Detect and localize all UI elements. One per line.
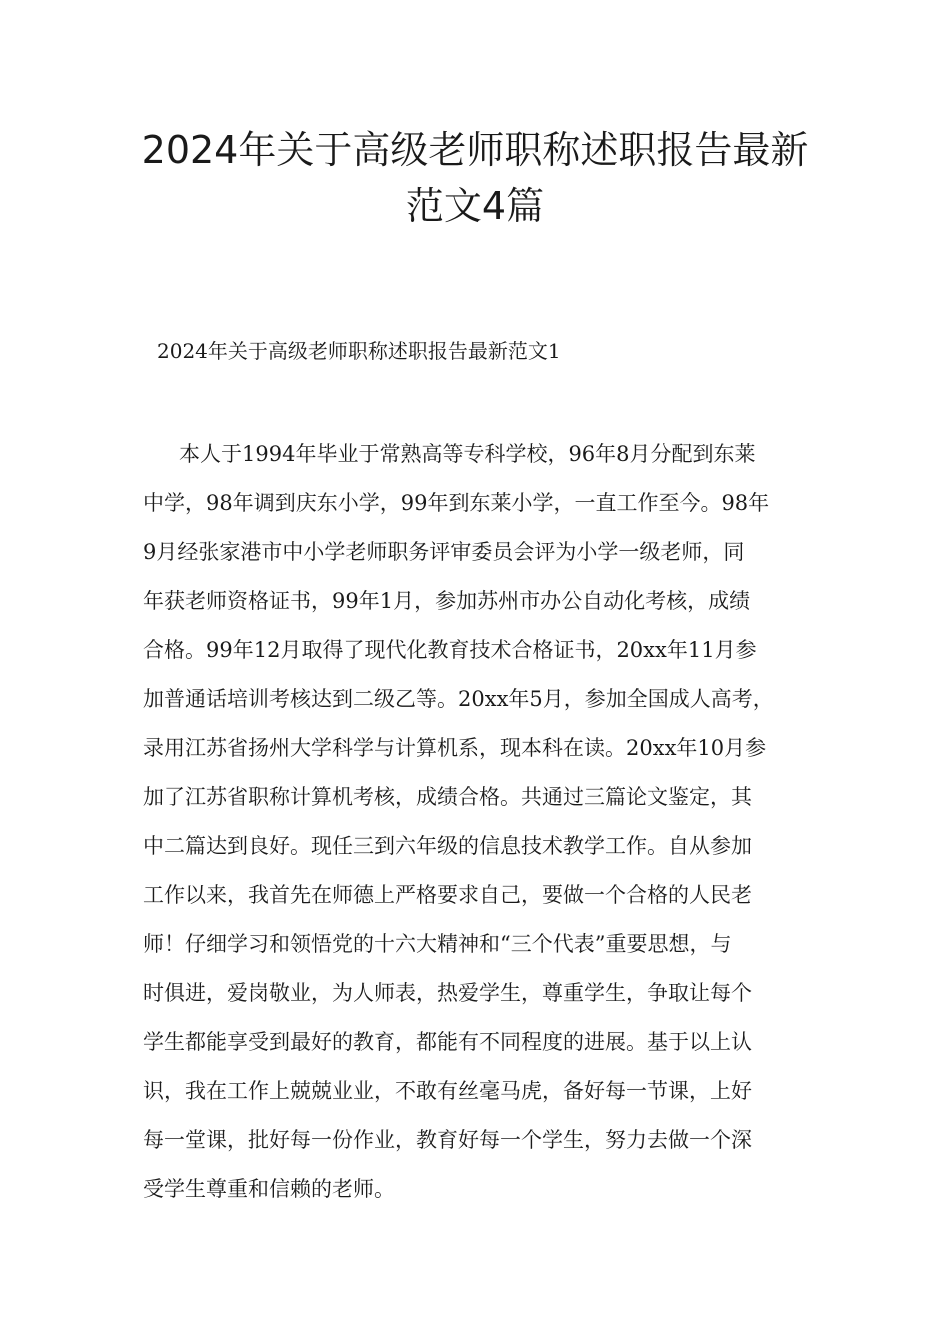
- paragraph-line: 9月经张家港市中小学老师职务评审委员会评为小学一级老师，同: [143, 540, 745, 564]
- paragraph-line: 中二篇达到良好。现任三到六年级的信息技术教学工作。自从参加: [143, 834, 752, 858]
- section-heading: 2024年关于高级老师职称述职报告最新范文1: [157, 339, 561, 363]
- paragraph-line: 工作以来，我首先在师德上严格要求自己，要做一个合格的人民老: [143, 883, 752, 907]
- document-title: [95, 122, 855, 234]
- paragraph-line: 时俱进，爱岗敬业，为人师表，热爱学生，尊重学生，争取让每个: [143, 981, 752, 1005]
- title-line-2: 范文4篇: [405, 184, 545, 228]
- paragraph-line: 加普通话培训考核达到二级乙等。20xx年5月，参加全国成人高考，: [143, 687, 774, 711]
- title-line-1: 2024年关于高级老师职称述职报告最新: [141, 128, 809, 172]
- paragraph-line: 学生都能享受到最好的教育，都能有不同程度的进展。基于以上认: [143, 1030, 752, 1054]
- paragraph-line: 识，我在工作上兢兢业业，不敢有丝毫马虎，备好每一节课，上好: [143, 1079, 752, 1103]
- paragraph-line: 师！仔细学习和领悟党的十六大精神和“三个代表”重要思想，与: [143, 932, 732, 956]
- paragraph-line: 录用江苏省扬州大学科学与计算机系，现本科在读。20xx年10月参: [143, 736, 767, 760]
- paragraph-line: 每一堂课，批好每一份作业，教育好每一个学生，努力去做一个深: [143, 1128, 752, 1152]
- paragraph-line: 年获老师资格证书，99年1月，参加苏州市办公自动化考核，成绩: [143, 589, 751, 613]
- body-paragraph: [143, 430, 823, 1214]
- paragraph-line: 受学生尊重和信赖的老师。: [143, 1177, 395, 1201]
- paragraph-line: 中学，98年调到庆东小学，99年到东莱小学，一直工作至今。98年: [143, 491, 770, 515]
- paragraph-line: 加了江苏省职称计算机考核，成绩合格。共通过三篇论文鉴定，其: [143, 785, 752, 809]
- paragraph-line: 合格。99年12月取得了现代化教育技术合格证书，20xx年11月参: [143, 638, 757, 662]
- paragraph-line: 本人于1994年毕业于常熟高等专科学校，96年8月分配到东莱: [179, 442, 756, 466]
